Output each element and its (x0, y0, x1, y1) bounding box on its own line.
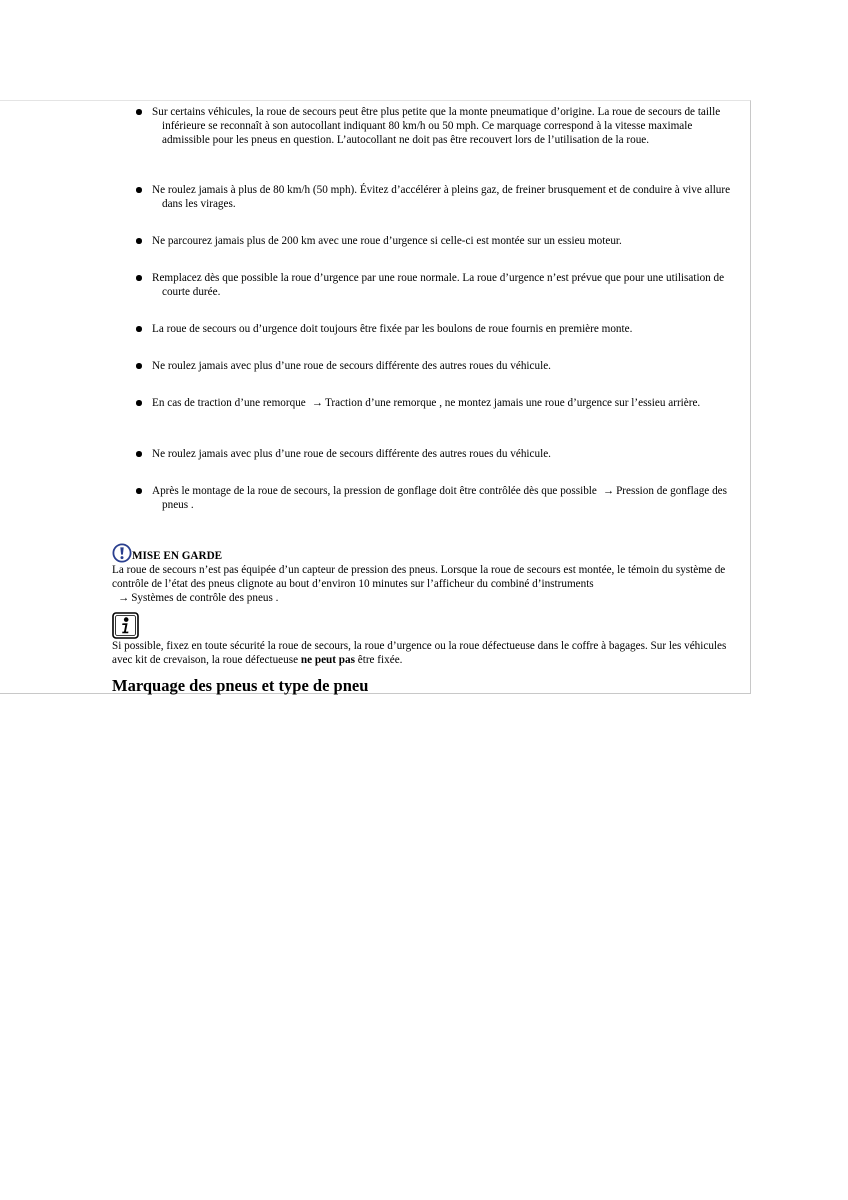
list-item (136, 396, 732, 410)
arrow-icon: → (602, 485, 615, 497)
text-segment: Si possible, fixez en toute sécurité la roue de secours, la roue d’urgence ou la roue défectueuse dans le coffre à bagages. Sur les véhicules avec kit de crevaison, la roue défectueuse (112, 639, 727, 666)
bullet-dot (136, 238, 142, 244)
text-segment: La roue de secours n’est pas équipée d’un capteur de pression des pneus. Lorsque la roue de secours est montée, le témoin du système de contrôle de l’état des pneus clignote au bout d’environ 10 minutes sur l’afficheur du combiné d’instruments (112, 564, 726, 591)
arrow-icon: → (118, 592, 130, 605)
list-item-text: Ne roulez jamais avec plus d’une roue de secours différente des autres roues du véhicule. (152, 360, 551, 372)
emphasis-text: ne peut pas (300, 653, 355, 666)
link-traction-remorque[interactable]: Traction d’une remorque (324, 397, 437, 409)
arrow-icon: → (311, 397, 323, 409)
list-item-text: Remplacez dès que possible la roue d’urgence par une roue normale. La roue d’urgence n’est prévue que pour une utilisation de courte durée. (152, 272, 725, 299)
warning-header (112, 543, 734, 563)
bullet-dot (136, 109, 142, 115)
list-item-text: Ne roulez jamais à plus de 80 km/h (50 mph). Évitez d’accélérer à pleins gaz, de freiner brusquement et de conduire à vive allure dans les virages. (152, 184, 731, 211)
list-item (136, 322, 732, 336)
bullet-dot (136, 488, 142, 494)
list-item (136, 484, 732, 512)
list-item (136, 183, 732, 211)
info-icon (112, 612, 139, 639)
text-segment: , ne montez jamais une roue d’urgence sur l’essieu arrière. (436, 397, 701, 409)
link-pression-gonflage[interactable]: Pression de gonflage des pneus (162, 485, 727, 512)
list-item-text: La roue de secours ou d’urgence doit toujours être fixée par les boulons de roue fournis en première monte. (152, 323, 633, 335)
list-item-text (152, 396, 732, 410)
bullet-dot (136, 275, 142, 281)
list-item-text: Sur certains véhicules, la roue de secours peut être plus petite que la monte pneumatique d’origine. La roue de secours de taille inférieure se reconnaît à son autocollant indiquant 80 km/h ou 50 mph. Ce marquage correspond à la vitesse maximale admissible pour les pneus en question. L’autocollant ne doit pas être recouvert lors de l’utilisation de la roue. (152, 106, 721, 147)
text-segment: être fixée. (357, 653, 403, 666)
section-heading: Marquage des pneus et type de pneu (112, 676, 369, 695)
list-item-text: Ne roulez jamais avec plus d’une roue de secours différente des autres roues du véhicule. (152, 448, 551, 460)
bullet-dot (136, 187, 142, 193)
text-segment: Après le montage de la roue de secours, la pression de gonflage doit être contrôlée dès que possible (152, 485, 597, 497)
list-item-text (152, 484, 732, 512)
warning-block (112, 543, 734, 667)
list-item (136, 359, 732, 373)
link-systemes-controle[interactable]: Systèmes de contrôle des pneus (131, 592, 273, 605)
list-item (136, 234, 732, 248)
list-item-text: Ne parcourez jamais plus de 200 km avec une roue d’urgence si celle-ci est montée sur un essieu moteur. (152, 235, 622, 247)
warning-title: MISE EN GARDE (132, 549, 223, 562)
bullet-dot (136, 451, 142, 457)
list-item (136, 271, 732, 299)
warning-icon (112, 543, 132, 563)
bullet-dot (136, 363, 142, 369)
warning-text (112, 563, 734, 606)
text-segment: . (272, 592, 279, 605)
info-text (112, 639, 734, 667)
text-segment: . (188, 499, 194, 512)
list-item (136, 105, 732, 148)
bullet-dot (136, 326, 142, 332)
list-item (136, 447, 732, 461)
bullet-dot (136, 400, 142, 406)
text-segment: En cas de traction d’une remorque (152, 397, 306, 409)
